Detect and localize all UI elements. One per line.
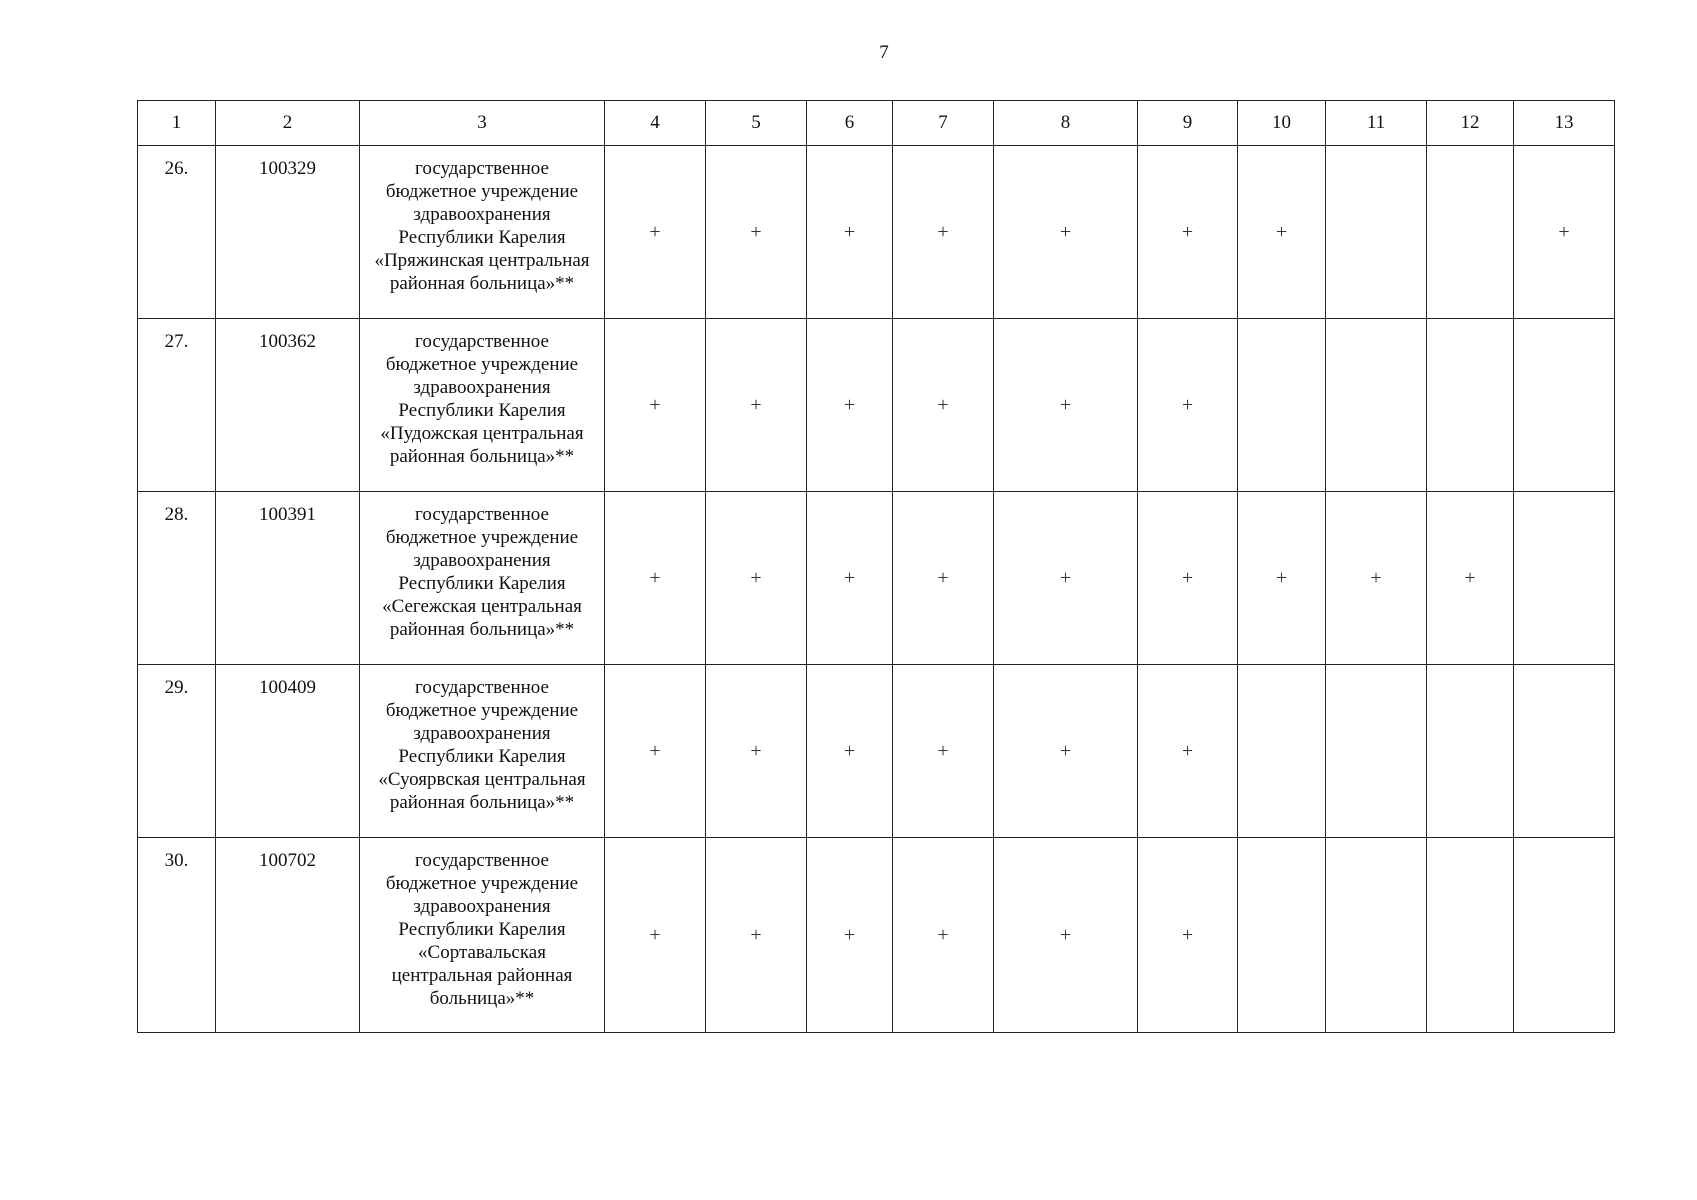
mark: + (649, 739, 661, 762)
mark-cell (994, 146, 1138, 319)
mark: + (1181, 566, 1194, 589)
institution-name: государственное бюджетное учреждение здравоохранения Республики Карелия «Пудожская центральная районная больница»** (380, 331, 584, 467)
mark-cell (1514, 665, 1615, 838)
mark: + (649, 566, 661, 589)
table-row (138, 319, 1615, 492)
mark: + (1059, 923, 1072, 946)
column-header: 2 (216, 101, 360, 146)
mark: + (1181, 220, 1194, 243)
mark: + (937, 566, 949, 589)
mark-cell (893, 146, 994, 319)
column-header: 12 (1427, 101, 1514, 146)
mark-cell (1238, 492, 1326, 665)
mark-cell (1138, 319, 1238, 492)
mark-cell (1138, 492, 1238, 665)
mark-cell (1238, 319, 1326, 492)
mark-cell (1427, 319, 1514, 492)
mark-cell (994, 492, 1138, 665)
mark: + (843, 739, 856, 762)
mark: + (937, 923, 949, 946)
mark: + (1275, 566, 1288, 589)
mark: + (1059, 739, 1072, 762)
registry-code: 100409 (216, 665, 360, 838)
mark: + (937, 220, 949, 243)
institution-name-cell (360, 665, 605, 838)
mark: + (843, 393, 856, 416)
row-number: 26. (138, 146, 216, 319)
mark-cell (605, 319, 706, 492)
mark-cell (1238, 838, 1326, 1033)
mark-cell (893, 492, 994, 665)
institution-name-cell (360, 838, 605, 1033)
column-header: 6 (807, 101, 893, 146)
mark: + (750, 923, 762, 946)
mark-cell (1427, 665, 1514, 838)
mark-cell (1238, 665, 1326, 838)
institution-name: государственное бюджетное учреждение здравоохранения Республики Карелия «Суоярвская центральная районная больница»** (378, 677, 586, 813)
mark-cell (1427, 492, 1514, 665)
row-number: 29. (138, 665, 216, 838)
mark: + (649, 393, 661, 416)
mark-cell (1427, 838, 1514, 1033)
mark: + (1059, 393, 1072, 416)
mark: + (750, 566, 762, 589)
table-header-row (138, 101, 1615, 146)
mark: + (1059, 566, 1072, 589)
mark-cell (1514, 492, 1615, 665)
mark-cell (893, 665, 994, 838)
page-number: 7 (879, 42, 889, 63)
column-header: 4 (605, 101, 706, 146)
mark: + (750, 393, 762, 416)
table-row (138, 492, 1615, 665)
table-row (138, 146, 1615, 319)
mark-cell (1138, 838, 1238, 1033)
mark: + (937, 739, 949, 762)
mark-cell (605, 838, 706, 1033)
mark-cell (1326, 146, 1427, 319)
mark-cell (994, 838, 1138, 1033)
mark-cell (807, 492, 893, 665)
institution-name-cell (360, 146, 605, 319)
mark-cell (1326, 665, 1427, 838)
institution-name-cell (360, 492, 605, 665)
mark-cell (893, 838, 994, 1033)
mark: + (1181, 923, 1194, 946)
mark-cell (1427, 146, 1514, 319)
mark-cell (994, 319, 1138, 492)
institution-name: государственное бюджетное учреждение здравоохранения Республики Карелия «Сегежская центральная районная больница»** (382, 504, 582, 640)
mark-cell (706, 319, 807, 492)
institution-name: государственное бюджетное учреждение здравоохранения Республики Карелия «Сортавальская центральная районная больница»** (385, 850, 579, 1009)
row-number: 28. (138, 492, 216, 665)
table-row (138, 838, 1615, 1033)
mark: + (1181, 739, 1194, 762)
mark-cell (1514, 838, 1615, 1033)
mark-cell (605, 665, 706, 838)
column-header: 10 (1238, 101, 1326, 146)
mark: + (750, 739, 762, 762)
mark-cell (706, 492, 807, 665)
institution-name: государственное бюджетное учреждение здравоохранения Республики Карелия «Пряжинская центральная районная больница»** (374, 158, 590, 294)
mark: + (937, 393, 949, 416)
mark: + (843, 566, 856, 589)
column-header: 9 (1138, 101, 1238, 146)
mark-cell (1138, 146, 1238, 319)
registry-code: 100391 (216, 492, 360, 665)
mark-cell (893, 319, 994, 492)
column-header: 1 (138, 101, 216, 146)
column-header: 13 (1514, 101, 1615, 146)
mark-cell (706, 146, 807, 319)
mark: + (843, 220, 856, 243)
column-header: 7 (893, 101, 994, 146)
mark: + (1464, 566, 1476, 589)
column-header: 11 (1326, 101, 1427, 146)
mark: + (750, 220, 762, 243)
mark-cell (1514, 146, 1615, 319)
mark-cell (1326, 492, 1427, 665)
institution-name-cell (360, 319, 605, 492)
mark-cell (706, 838, 807, 1033)
mark-cell (1326, 838, 1427, 1033)
mark-cell (1514, 319, 1615, 492)
mark-cell (1238, 146, 1326, 319)
column-header: 3 (360, 101, 605, 146)
institutions-table (137, 100, 1615, 1033)
mark: + (843, 923, 856, 946)
mark: + (649, 220, 661, 243)
mark: + (1181, 393, 1194, 416)
column-header: 8 (994, 101, 1138, 146)
row-number: 30. (138, 838, 216, 1033)
row-number: 27. (138, 319, 216, 492)
mark-cell (994, 665, 1138, 838)
mark-cell (807, 665, 893, 838)
mark-cell (807, 319, 893, 492)
mark: + (1059, 220, 1072, 243)
mark-cell (706, 665, 807, 838)
mark-cell (605, 492, 706, 665)
mark-cell (1138, 665, 1238, 838)
mark: + (1558, 220, 1570, 243)
registry-code: 100702 (216, 838, 360, 1033)
mark: + (1275, 220, 1288, 243)
mark-cell (1326, 319, 1427, 492)
mark: + (1370, 566, 1382, 589)
mark-cell (807, 146, 893, 319)
mark-cell (605, 146, 706, 319)
table-body (138, 101, 1615, 1033)
column-header: 5 (706, 101, 807, 146)
mark-cell (807, 838, 893, 1033)
mark: + (649, 923, 661, 946)
registry-code: 100329 (216, 146, 360, 319)
registry-code: 100362 (216, 319, 360, 492)
table-row (138, 665, 1615, 838)
